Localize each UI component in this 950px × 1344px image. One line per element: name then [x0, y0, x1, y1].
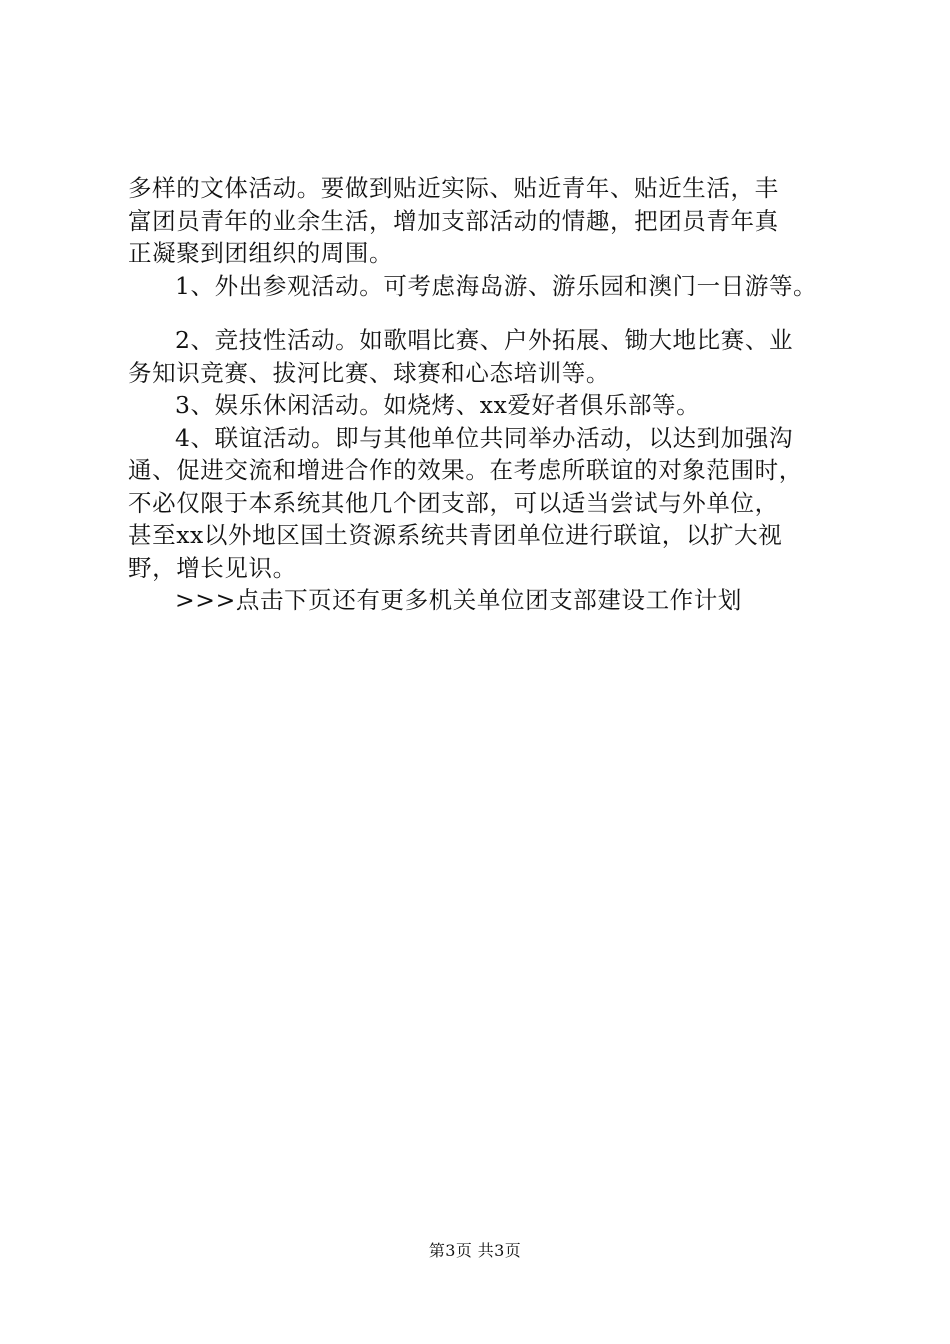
page-number-footer: 第3页 共3页	[428, 1241, 522, 1260]
paragraph-line: 多样的文体活动。要做到贴近实际、贴近青年、贴近生活，丰	[128, 174, 779, 202]
paragraph-line: 务知识竞赛、拔河比赛、球赛和心态培训等。	[128, 358, 610, 387]
list-item-fellowship: 4、联谊活动。即与其他单位共同举办活动，以达到加强沟	[175, 423, 794, 452]
paragraph-line: 通、促进交流和增进合作的效果。在考虑所联谊的对象范围时，	[128, 456, 803, 484]
paragraph-line: 富团员青年的业余生活，增加支部活动的情趣，把团员青年真	[128, 206, 779, 235]
document-body	[128, 172, 848, 617]
paragraph-gap	[128, 302, 848, 324]
paragraph-line: 正凝聚到团组织的周围。	[128, 239, 394, 267]
paragraph-line: 野，增长见识。	[128, 553, 297, 582]
paragraph-line: 甚至xx以外地区国土资源系统共青团单位进行联谊，以扩大视	[128, 521, 783, 549]
paragraph-line: 不必仅限于本系统其他几个团支部，可以适当尝试与外单位，	[128, 488, 779, 517]
list-item-outing: 1、外出参观活动。可考虑海岛游、游乐园和澳门一日游等。	[175, 271, 818, 300]
list-item-competition: 2、竞技性活动。如歌唱比赛、户外拓展、锄大地比赛、业	[175, 326, 794, 354]
list-item-leisure: 3、娱乐休闲活动。如烧烤、xx爱好者俱乐部等。	[175, 391, 701, 419]
next-page-link[interactable]: >>>点击下页还有更多机关单位团支部建设工作计划	[175, 586, 742, 614]
